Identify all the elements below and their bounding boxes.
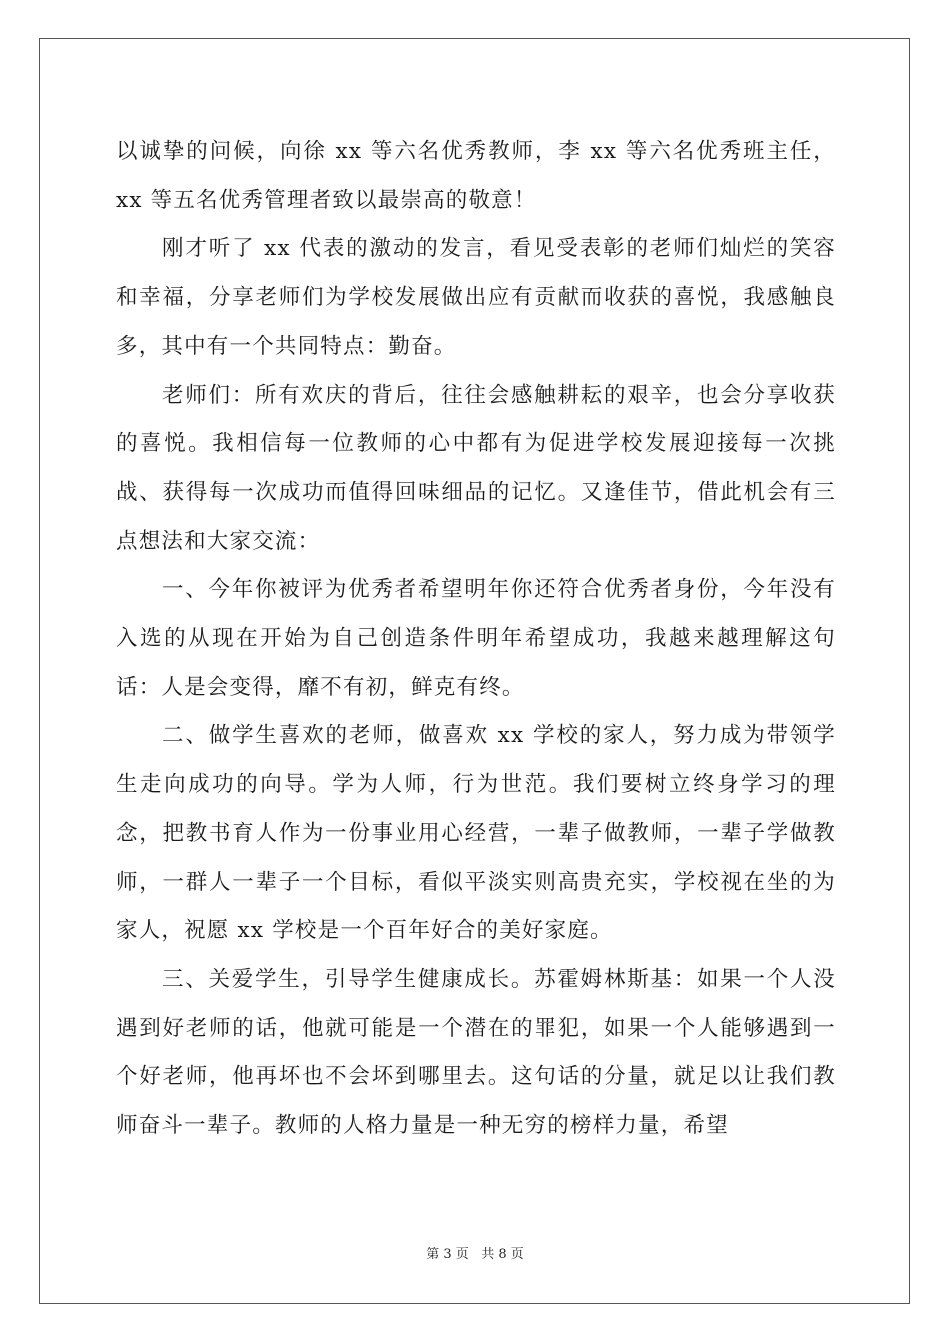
paragraph: 刚才听了 xx 代表的激动的发言，看见受表彰的老师们灿烂的笑容和幸福，分享老师们为学校发展做出应有贡献而收获的喜悦，我感触良多，其中有一个共同特点：勤奋。 [116, 236, 836, 359]
page-number: 第 3 页 [426, 1247, 469, 1262]
document-body [116, 128, 836, 1151]
paragraph: 一、今年你被评为优秀者希望明年你还符合优秀者身份，今年没有入选的从现在开始为自己创造条件明年希望成功，我越来越理解这句话：人是会变得，靡不有初，鲜克有终。 [116, 577, 836, 700]
paragraph: 二、做学生喜欢的老师，做喜欢 xx 学校的家人，努力成为带领学生走向成功的向导。学为人师，行为世范。我们要树立终身学习的理念，把教书育人作为一份事业用心经营，一辈子做教师，一辈子学做教师，一群人一辈子一个目标，看似平淡实则高贵充实，学校视在坐的为家人，祝愿 xx 学校是一个百年好合的美好家庭。 [116, 723, 836, 944]
page-total: 共 8 页 [481, 1247, 524, 1262]
paragraph: 三、关爱学生，引导学生健康成长。苏霍姆林斯基：如果一个人没遇到好老师的话，他就可能是一个潜在的罪犯，如果一个人能够遇到一个好老师，他再坏也不会坏到哪里去。这句话的分量，就足以让我们教师奋斗一辈子。教师的人格力量是一种无穷的榜样力量，希望 [116, 966, 836, 1139]
paragraph: 以诚挚的问候，向徐 xx 等六名优秀教师，李 xx 等六名优秀班主任，xx 等五名优秀管理者致以最崇高的敬意！ [116, 139, 836, 213]
paragraph: 老师们：所有欢庆的背后，往往会感触耕耘的艰辛，也会分享收获的喜悦。我相信每一位教师的心中都有为促进学校发展迎接每一次挑战、获得每一次成功而值得回味细品的记忆。又逢佳节，借此机会有三点想法和大家交流： [116, 382, 836, 554]
page-footer [0, 1245, 950, 1265]
